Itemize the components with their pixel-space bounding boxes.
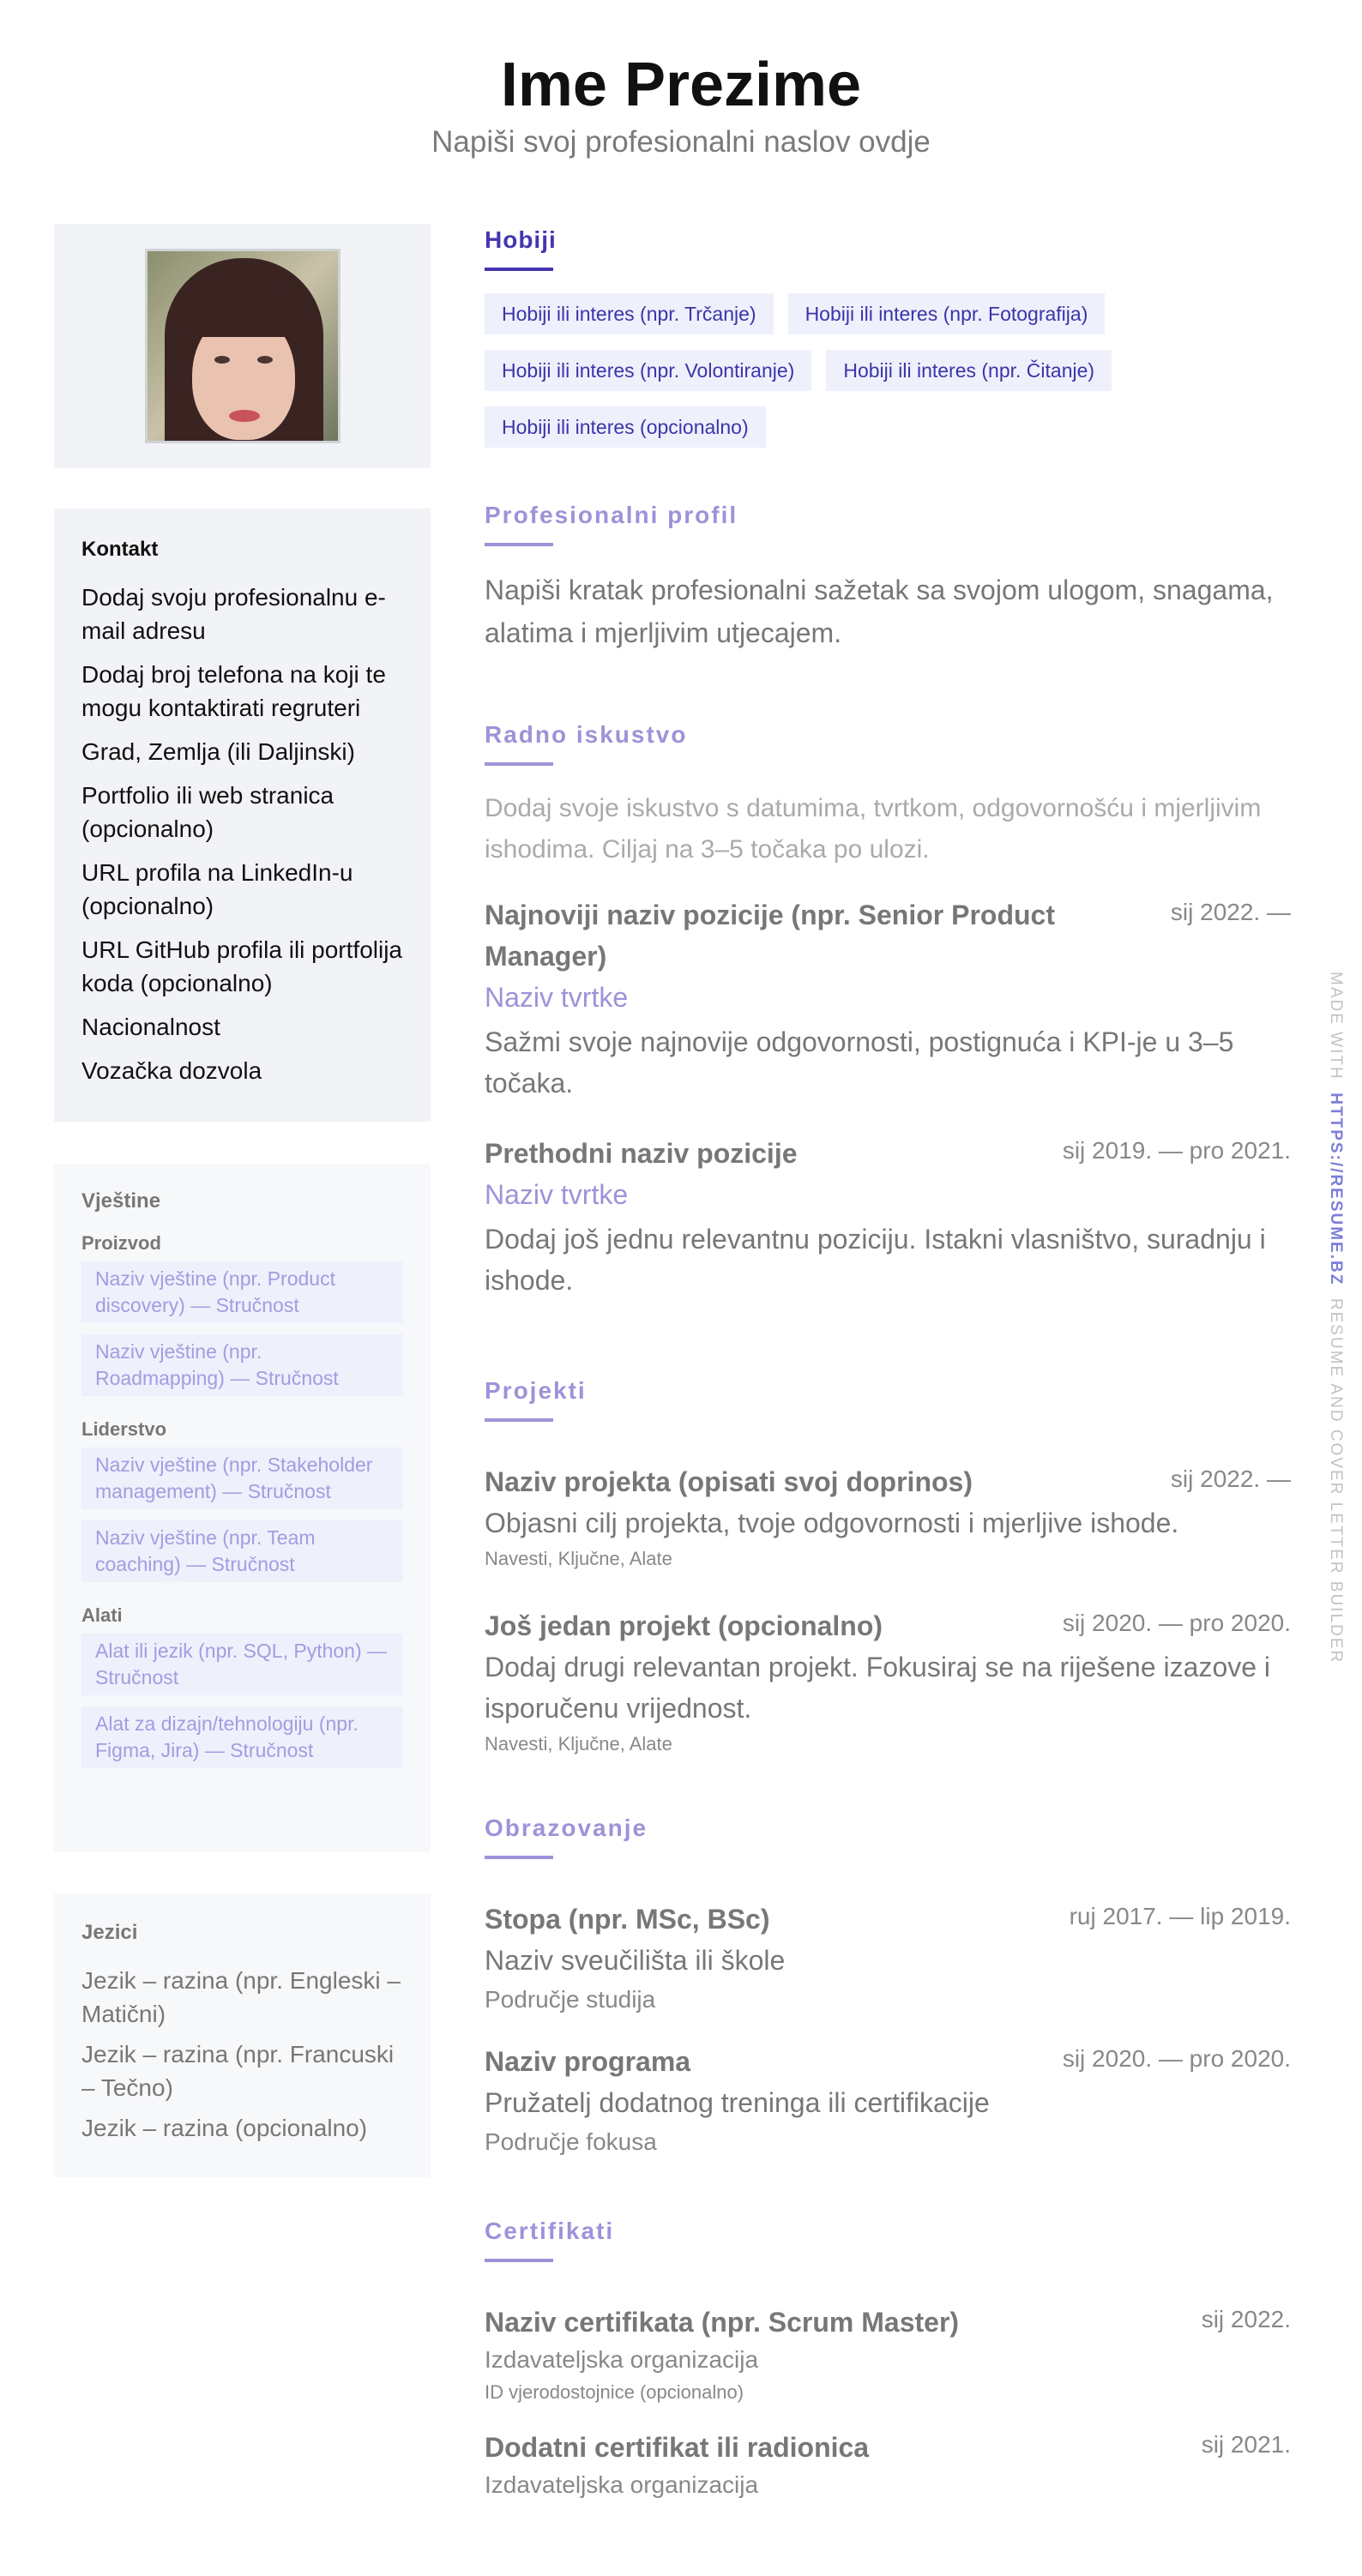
project-date: sij 2020. — pro 2020. <box>1062 1610 1291 1636</box>
section-divider <box>485 2259 553 2262</box>
contact-location: Grad, Zemlja (ili Daljinski) <box>81 738 355 765</box>
experience-entry <box>485 894 1291 1104</box>
profile-photo <box>145 249 340 443</box>
project-tags: Navesti, Ključne, Alate <box>485 1733 672 1754</box>
project-title: Još jedan projekt (opcionalno) <box>485 1610 883 1641</box>
contact-title: Kontakt <box>81 538 159 561</box>
section-divider <box>485 1418 553 1422</box>
education-date: ruj 2017. — lip 2019. <box>1069 1903 1291 1929</box>
watermark-suffix: RESUME AND COVER LETTER BUILDER <box>1327 1297 1345 1664</box>
languages-title: Jezici <box>81 1921 138 1944</box>
watermark-link[interactable]: HTTPS://RESUME.BZ <box>1327 1092 1345 1286</box>
job-description: Dodaj još jednu relevantnu poziciju. Istakni vlasništvo, suradnju i ishode. <box>485 1224 1266 1296</box>
education-date: sij 2020. — pro 2020. <box>1062 2045 1291 2072</box>
language-item: Jezik – razina (opcionalno) <box>81 2115 368 2141</box>
project-tags: Navesti, Ključne, Alate <box>485 1548 672 1569</box>
degree-title: Naziv programa <box>485 2046 691 2077</box>
watermark <box>1319 972 1345 1664</box>
hobby-chip: Hobiji ili interes (npr. Volontiranje) <box>485 350 811 391</box>
languages-section <box>54 1893 431 2177</box>
skill-item: Naziv vještine (npr. Roadmapping) — Stručnost <box>81 1334 403 1396</box>
contact-portfolio: Portfolio ili web stranica (opcionalno) <box>81 782 334 842</box>
section-divider <box>485 268 553 271</box>
photo-card <box>54 224 431 468</box>
experience-entry <box>485 1133 1291 1301</box>
field-of-study: Područje fokusa <box>485 2128 657 2155</box>
profile-text: Napiši kratak profesionalni sažetak sa svojom ulogom, snagama, alatima i mjerljivim utjecajem. <box>485 575 1274 648</box>
skills-section <box>54 1164 431 1852</box>
section-divider <box>485 1856 553 1859</box>
contact-github: URL GitHub profila ili portfolija koda (opcionalno) <box>81 936 402 996</box>
project-description: Dodaj drugi relevantan projekt. Fokusiraj se na riješene izazove i isporučenu vrijednost. <box>485 1652 1271 1724</box>
professional-title: Napiši svoj profesionalni naslov ovdje <box>431 125 931 159</box>
skill-item: Alat ili jezik (npr. SQL, Python) — Stručnost <box>81 1634 403 1695</box>
certificate-date: sij 2022. <box>1201 2306 1291 2332</box>
education-section <box>485 1815 1291 2161</box>
contact-linkedin: URL profila na LinkedIn-u (opcionalno) <box>81 859 353 919</box>
language-item: Jezik – razina (npr. Francuski – Tečno) <box>81 2041 395 2101</box>
contact-phone: Dodaj broj telefona na koji te mogu kontaktirati regruteri <box>81 661 386 721</box>
job-title: Najnoviji naziv pozicije (npr. Senior Product Manager) <box>485 900 1055 972</box>
certificate-entry <box>485 2302 1291 2408</box>
skills-title: Vještine <box>81 1189 161 1213</box>
projects-title: Projekti <box>485 1377 587 1404</box>
contact-license: Vozačka dozvola <box>81 1057 262 1084</box>
skill-item: Naziv vještine (npr. Product discovery) — Stručnost <box>81 1261 403 1323</box>
project-title: Naziv projekta (opisati svoj doprinos) <box>485 1466 973 1497</box>
job-title: Prethodni naziv pozicije <box>485 1138 798 1169</box>
skill-group-title: Liderstvo <box>81 1418 167 1440</box>
project-entry <box>485 1605 1291 1760</box>
certificates-section <box>485 2218 1291 2502</box>
school-name: Pružatelj dodatnog treninga ili certifikacije <box>485 2087 990 2118</box>
section-divider <box>485 762 553 766</box>
watermark-prefix: MADE WITH <box>1327 972 1345 1080</box>
skill-group-title: Alati <box>81 1604 123 1626</box>
issuing-org: Izdavateljska organizacija <box>485 2346 759 2373</box>
full-name: Ime Prezime <box>500 51 862 119</box>
company-name: Naziv tvrtke <box>485 1179 629 1210</box>
job-date: sij 2019. — pro 2021. <box>1062 1137 1291 1164</box>
profile-title: Profesionalni profil <box>485 502 738 528</box>
skill-item: Naziv vještine (npr. Team coaching) — Stručnost <box>81 1520 403 1582</box>
skill-item: Naziv vještine (npr. Stakeholder management) — Stručnost <box>81 1447 403 1509</box>
degree-title: Stopa (npr. MSc, BSc) <box>485 1904 770 1935</box>
credential-id: ID vjerodostojnice (opcionalno) <box>485 2381 744 2403</box>
experience-intro: Dodaj svoje iskustvo s datumima, tvrtkom, odgovornošću i mjerljivim ishodima. Ciljaj na 3–5 točaka po ulozi. <box>485 794 1262 864</box>
skill-group-title: Proizvod <box>81 1232 161 1254</box>
education-entry <box>485 2041 1291 2161</box>
project-entry <box>485 1461 1291 1574</box>
certificates-title: Certifikati <box>485 2218 615 2244</box>
project-description: Objasni cilj projekta, tvoje odgovornosti i mjerljive ishode. <box>485 1508 1179 1538</box>
certificate-title: Naziv certifikata (npr. Scrum Master) <box>485 2307 960 2338</box>
hobby-chip: Hobiji ili interes (opcionalno) <box>485 406 766 448</box>
job-description: Sažmi svoje najnovije odgovornosti, postignuća i KPI-je u 3–5 točaka. <box>485 1026 1234 1098</box>
project-date: sij 2022. — <box>1170 1466 1291 1492</box>
hobby-chip: Hobiji ili interes (npr. Fotografija) <box>788 293 1106 334</box>
hobbies-title: Hobiji <box>485 226 557 253</box>
certificate-date: sij 2021. <box>1201 2431 1291 2458</box>
education-entry <box>485 1899 1291 2019</box>
contact-email: Dodaj svoju profesionalnu e-mail adresu <box>81 584 386 644</box>
contact-nationality: Nacionalnost <box>81 1014 220 1040</box>
skill-item: Alat za dizajn/tehnologiju (npr. Figma, Jira) — Stručnost <box>81 1706 403 1768</box>
hobbies-section <box>485 226 1291 448</box>
job-date: sij 2022. — <box>1170 899 1291 925</box>
school-name: Naziv sveučilišta ili škole <box>485 1945 786 1976</box>
certificate-entry <box>485 2427 1291 2502</box>
issuing-org: Izdavateljska organizacija <box>485 2471 759 2498</box>
contact-section <box>54 509 431 1122</box>
experience-title: Radno iskustvo <box>485 721 688 748</box>
section-divider <box>485 543 553 546</box>
experience-section <box>485 721 1291 1301</box>
hobby-chip: Hobiji ili interes (npr. Čitanje) <box>826 350 1112 391</box>
certificate-title: Dodatni certifikat ili radionica <box>485 2432 870 2463</box>
language-item: Jezik – razina (npr. Engleski – Matični) <box>81 1967 401 2027</box>
field-of-study: Područje studija <box>485 1986 656 2013</box>
projects-section <box>485 1377 1291 1760</box>
hobby-chip: Hobiji ili interes (npr. Trčanje) <box>485 293 774 334</box>
education-title: Obrazovanje <box>485 1815 648 1841</box>
profile-section <box>485 502 1291 654</box>
company-name: Naziv tvrtke <box>485 982 629 1013</box>
